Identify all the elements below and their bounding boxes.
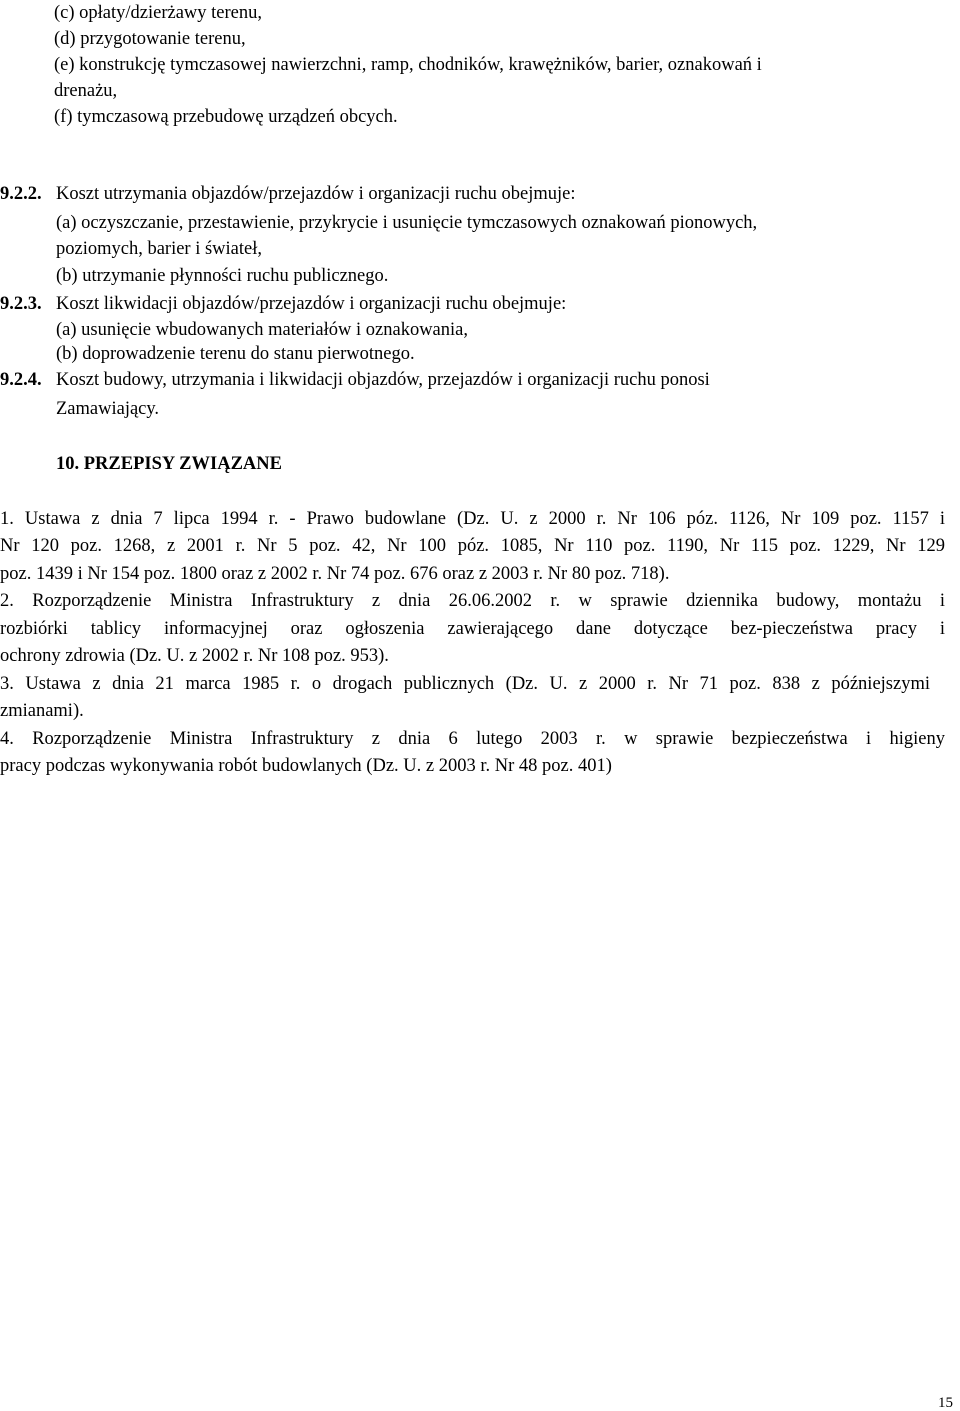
reference-4-line1: 4. Rozporządzenie Ministra Infrastruktury z dnia 6 lutego 2003 r. w sprawie bezpieczeństwa i higieny: [0, 729, 945, 749]
reference-2-line1: 2. Rozporządzenie Ministra Infrastruktury z dnia 26.06.2002 r. w sprawie dziennika budowy, montażu i: [0, 591, 945, 611]
reference-2-line3: ochrony zdrowia (Dz. U. z 2002 r. Nr 108 poz. 953).: [0, 646, 389, 666]
list-item-d: (d) przygotowanie terenu,: [54, 29, 246, 49]
reference-1-line2: Nr 120 poz. 1268, z 2001 r. Nr 5 poz. 42, Nr 100 póz. 1085, Nr 110 poz. 1190, Nr 115 poz. 1229, Nr 129: [0, 536, 945, 556]
section-923-title: Koszt likwidacji objazdów/przejazdów i organizacji ruchu obejmuje:: [56, 294, 567, 314]
reference-4-line2: pracy podczas wykonywania robót budowlanych (Dz. U. z 2003 r. Nr 48 poz. 401): [0, 756, 612, 776]
reference-3-line2: zmianami).: [0, 701, 84, 721]
list-item-e-line2: drenażu,: [54, 81, 118, 101]
section-924-line2: Zamawiający.: [56, 399, 160, 419]
section-number-924: 9.2.4.: [0, 370, 42, 390]
list-item-c: (c) opłaty/dzierżawy terenu,: [54, 3, 263, 23]
section-923-item-a: (a) usunięcie wbudowanych materiałów i oznakowania,: [56, 320, 468, 340]
page-number: 15: [938, 1395, 953, 1411]
section-922-item-a-line1: (a) oczyszczanie, przestawienie, przykrycie i usunięcie tymczasowych oznakowań pionowych,: [56, 213, 758, 233]
section-923-item-b: (b) doprowadzenie terenu do stanu pierwotnego.: [56, 344, 415, 364]
section-922-item-b: (b) utrzymanie płynności ruchu publicznego.: [56, 266, 389, 286]
section-number-923: 9.2.3.: [0, 294, 42, 314]
section-heading: 10. PRZEPISY ZWIĄZANE: [56, 454, 282, 474]
list-item-e-line1: (e) konstrukcję tymczasowej nawierzchni, ramp, chodników, krawężników, barier, oznakowań i: [54, 55, 762, 75]
reference-1-line3: poz. 1439 i Nr 154 poz. 1800 oraz z 2002 r. Nr 74 poz. 676 oraz z 2003 r. Nr 80 poz. 718).: [0, 564, 670, 584]
section-922-title: Koszt utrzymania objazdów/przejazdów i organizacji ruchu obejmuje:: [56, 184, 576, 204]
reference-1-line1: 1. Ustawa z dnia 7 lipca 1994 r. - Prawo budowlane (Dz. U. z 2000 r. Nr 106 póz. 1126, Nr 109 poz. 1157 i: [0, 509, 945, 529]
list-item-f: (f) tymczasową przebudowę urządzeń obcych.: [54, 107, 398, 127]
reference-3-line1: 3. Ustawa z dnia 21 marca 1985 r. o drogach publicznych (Dz. U. z 2000 r. Nr 71 poz. 838 z późniejszymi: [0, 674, 930, 694]
reference-2-line2: rozbiórki tablicy informacyjnej oraz ogłoszenia zawierającego dane dotyczące bez-pieczeństwa pracy i: [0, 619, 945, 639]
section-number-922: 9.2.2.: [0, 184, 42, 204]
section-924-line1: Koszt budowy, utrzymania i likwidacji objazdów, przejazdów i organizacji ruchu ponosi: [56, 370, 710, 390]
section-922-item-a-line2: poziomych, barier i świateł,: [56, 239, 263, 259]
